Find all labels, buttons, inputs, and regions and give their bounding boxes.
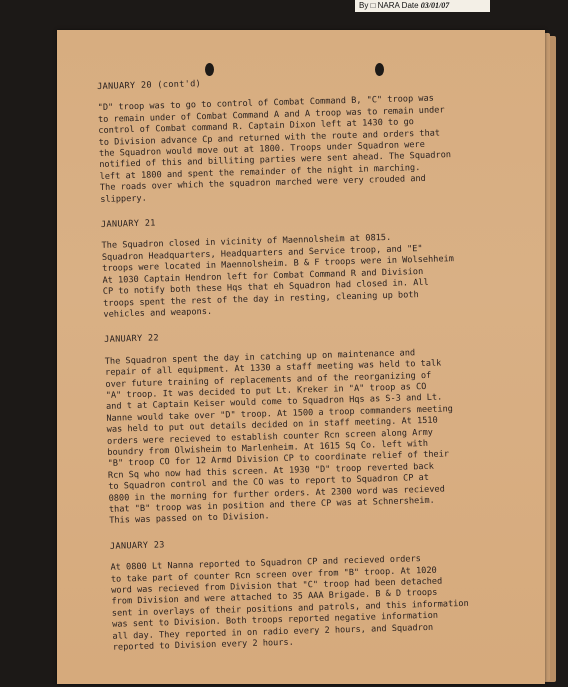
section-jan-21 bbox=[101, 208, 544, 321]
section-heading: JANUARY 23 bbox=[109, 540, 165, 552]
section-body: At 0800 Lt Nanna reported to Squadron CP and recieved orders to take part of counter Rcn screen over from "B" troop. At 1020 word was recieved from Division that "C" troop had been detached from Division and were attached to 35 AAA Brigade. B & D troops sent in overlays of their positions and patrols, and this information was sent to Division. Both troops reported negative information all day. They reported in on radio every 2 hours, and Squadron reported to Division every 2 hours. bbox=[110, 554, 469, 653]
section-jan-23 bbox=[110, 529, 545, 654]
section-heading: JANUARY 21 bbox=[100, 218, 156, 231]
declassification-stamp bbox=[355, 0, 490, 12]
typed-text-block bbox=[97, 70, 545, 669]
section-jan-22 bbox=[104, 323, 545, 528]
stamp-box-icon: □ bbox=[370, 1, 376, 10]
section-body: The Squadron closed in vicinity of Maennolsheim at 0815. Squadron Headquarters, Headquarters and Service troop, and "E" troops were located in Maennolsheim. B & F troops were in Wolsehheim At 1030 Captain Hendron left for Combat Command R and Division CP to notify both these Hqs that eh Squadron had closed in. All troops spent the rest of the day in resting, cleaning up both vehicles and weapons. bbox=[101, 233, 455, 320]
stamp-date: 03/01/07 bbox=[420, 1, 450, 10]
document-page bbox=[57, 30, 545, 684]
stamp-by-label: By bbox=[359, 1, 369, 10]
section-jan-20 bbox=[97, 70, 540, 206]
section-heading: JANUARY 22 bbox=[104, 333, 160, 346]
punch-hole-left bbox=[205, 63, 214, 76]
section-body: "D" troop was to go to control of Combat Command B, "C" troop was to remain under of Combat Command A and A troop was to remain under control of Combat command R. Captain Dixon left at 1430 to go to Division advance Cp and returned with the route and orders that the Squadron would move out at 1800. Troops under Squadron were notified of this and billiting parties were sent ahead. The Squadron left at 1800 and spent the remainder of the night in marching. The roads over which the squadron marched were very crouded and slippery. bbox=[97, 94, 452, 205]
section-heading: JANUARY 20 (cont'd) bbox=[97, 79, 202, 92]
stamp-agency: NARA Date bbox=[377, 1, 419, 10]
section-body: The Squadron spent the day in catching up on maintenance and repair of all equipment. At 1330 a staff meeting was held to talk over future training of replacements and of the reorganizing of "A" troop. It was decided to put Lt. Kreker in "A" troop as CO and t at Captain Keiser would come to Squadron Hqs as S-3 and Lt. Nanne would take over "D" troop. At 1500 a troop commanders meeting was held to put out details decided on in staff meeting. At 1510 orders were recieved to establish counter Rcn screen along Army boundry from Olwisheim to Marlenheim. At 1615 Sq Co. left with "B" troop CO for 12 Armd Division CP to coordinate relief of their Rcn Sq who now had this screen. At 1930 "D" troop reverted back to Squadron control and the CO was to report to Squadron CP at 0800 in the morning for further orders. At 2300 word was recieved that "B" troop was in position and there CP was at Schnersheim. This was passed on to Division. bbox=[104, 347, 454, 527]
